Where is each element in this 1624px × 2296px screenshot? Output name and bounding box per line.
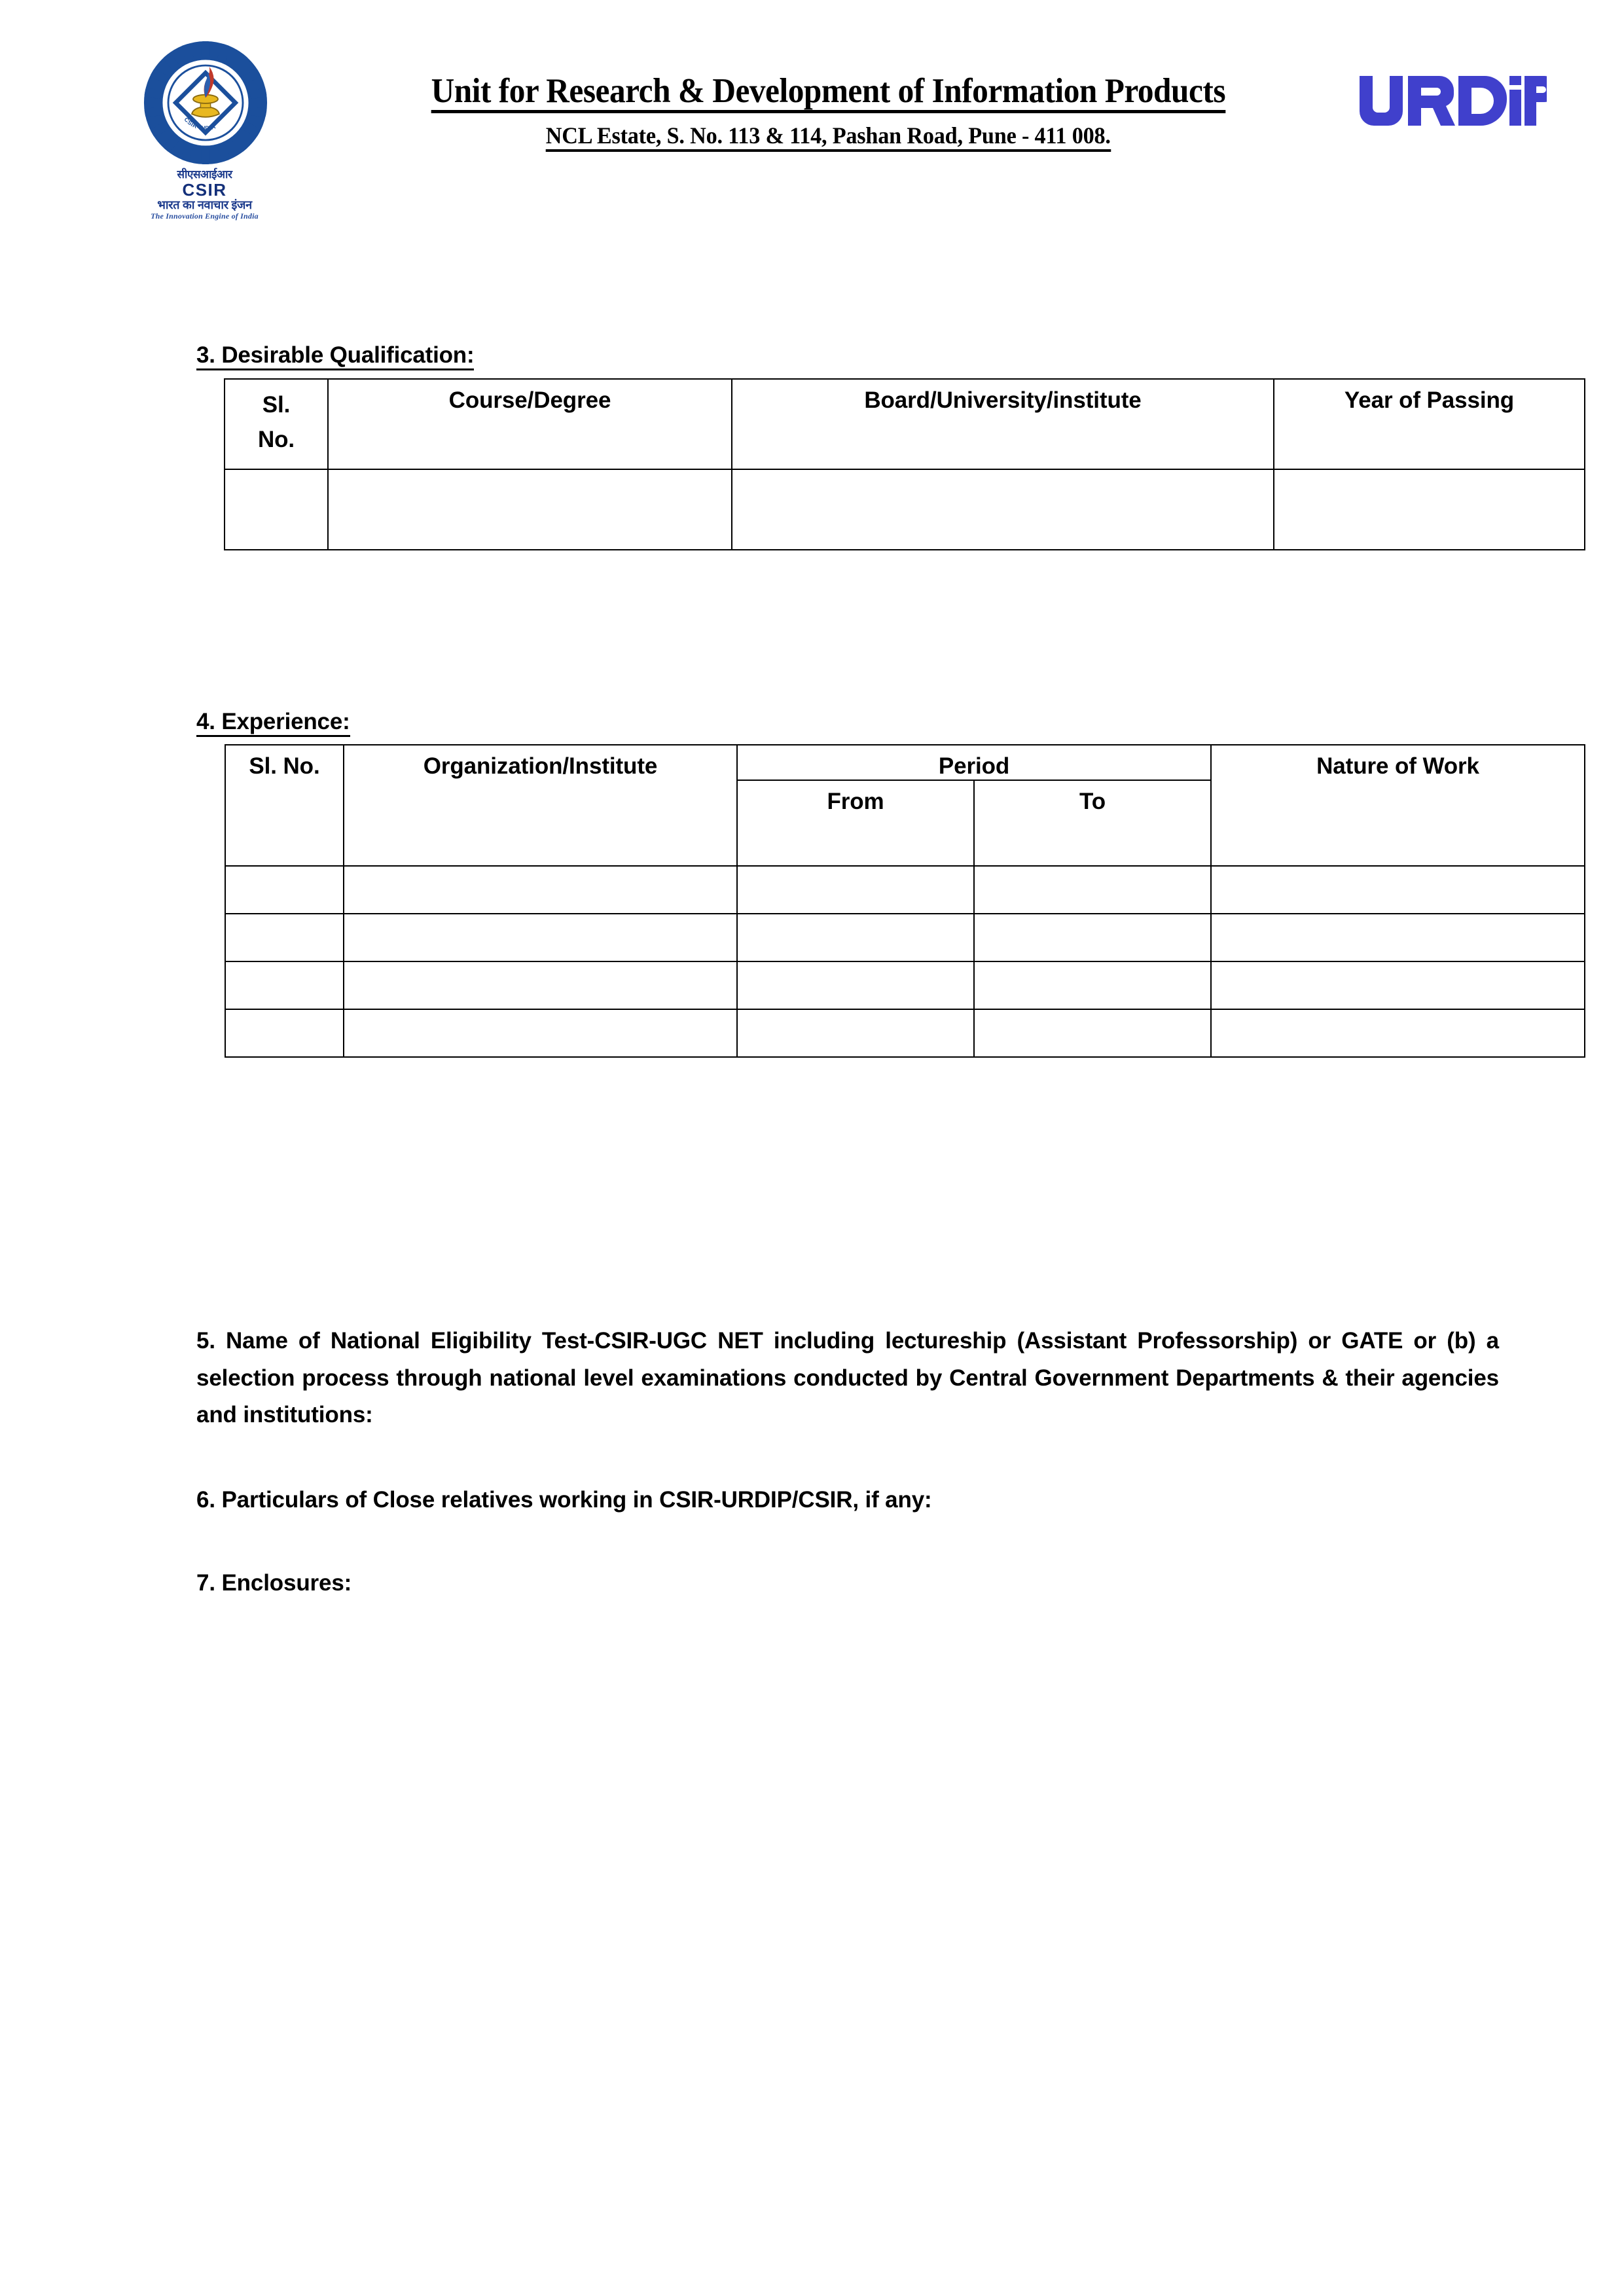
cell-sl-no[interactable] xyxy=(225,1009,344,1057)
csir-logo-caption xyxy=(134,169,275,221)
cell-board-university[interactable] xyxy=(732,469,1274,550)
csir-abbreviation: CSIR xyxy=(182,180,227,200)
cell-sl-no[interactable] xyxy=(225,961,344,1009)
desirable-qualification-table xyxy=(224,378,1585,550)
column-header-sl-no-line2: No. xyxy=(257,427,295,453)
column-header-board-university: Board/University/institute xyxy=(732,379,1274,469)
cell-organization-institute[interactable] xyxy=(344,961,737,1009)
institution-address: NCL Estate, S. No. 113 & 114, Pashan Road, Pune - 411 008. xyxy=(545,124,1110,152)
column-header-period-to: To xyxy=(974,780,1211,866)
cell-period-from[interactable] xyxy=(737,1009,974,1057)
csir-india-ring-text: CSIR-INDIA xyxy=(183,116,217,132)
cell-period-from[interactable] xyxy=(737,961,974,1009)
cell-period-to[interactable] xyxy=(974,914,1211,961)
table-row xyxy=(225,961,1585,1009)
cell-year-of-passing[interactable] xyxy=(1274,469,1585,550)
cell-nature-of-work[interactable] xyxy=(1211,866,1585,914)
column-header-sl-no-line1: Sl. xyxy=(262,392,291,418)
column-header-sl-no xyxy=(225,379,328,469)
experience-table xyxy=(225,744,1585,1058)
table-row xyxy=(225,1009,1585,1057)
letterhead xyxy=(0,0,1624,255)
cell-sl-no[interactable] xyxy=(225,914,344,961)
cell-period-from[interactable] xyxy=(737,866,974,914)
csir-hindi-tagline: भारत का नवाचार इंजन xyxy=(157,198,252,212)
institution-address-row xyxy=(327,113,1329,152)
page-title: Unit for Research & Development of Information Products xyxy=(431,73,1225,113)
cell-period-to[interactable] xyxy=(974,866,1211,914)
column-header-organization-institute: Organization/Institute xyxy=(344,745,737,866)
cell-sl-no[interactable] xyxy=(225,866,344,914)
csir-english-tagline: The Innovation Engine of India xyxy=(151,211,259,221)
cell-period-to[interactable] xyxy=(974,1009,1211,1057)
csir-emblem-icon xyxy=(143,41,268,165)
column-header-year-of-passing: Year of Passing xyxy=(1274,379,1585,469)
section-4-heading xyxy=(196,709,350,735)
urdip-logo-icon xyxy=(1357,72,1547,131)
cell-nature-of-work[interactable] xyxy=(1211,1009,1585,1057)
cell-nature-of-work[interactable] xyxy=(1211,914,1585,961)
section-4-heading-text: 4. Experience: xyxy=(196,709,350,737)
table-row xyxy=(225,469,1585,550)
section-5-national-eligibility-test: 5. Name of National Eligibility Test-CSIR-UGC NET including lectureship (Assistant Professorship) or GATE or (b) a selection process through national level examinations conducted by Central Government Departments & their agencies and institutions: xyxy=(196,1328,1499,1428)
section-3-heading-text: 3. Desirable Qualification: xyxy=(196,342,474,370)
institution-header xyxy=(327,73,1329,152)
cell-course-degree[interactable] xyxy=(328,469,732,550)
table-row xyxy=(225,866,1585,914)
column-header-nature-of-work: Nature of Work xyxy=(1211,745,1585,866)
institution-title-row xyxy=(327,73,1329,113)
cell-nature-of-work[interactable] xyxy=(1211,961,1585,1009)
cell-organization-institute[interactable] xyxy=(344,866,737,914)
column-header-course-degree: Course/Degree xyxy=(328,379,732,469)
cell-organization-institute[interactable] xyxy=(344,914,737,961)
table-header-row xyxy=(225,379,1585,469)
cell-period-to[interactable] xyxy=(974,961,1211,1009)
table-header-row-top xyxy=(225,745,1585,780)
cell-organization-institute[interactable] xyxy=(344,1009,737,1057)
column-header-sl-no: Sl. No. xyxy=(225,745,344,866)
section-3-heading xyxy=(196,342,474,368)
cell-sl-no[interactable] xyxy=(225,469,328,550)
section-7-enclosures: 7. Enclosures: xyxy=(196,1570,352,1596)
cell-period-from[interactable] xyxy=(737,914,974,961)
csir-hindi-name: सीएसआईआर xyxy=(177,168,232,181)
column-header-period: Period xyxy=(737,745,1211,780)
csir-logo xyxy=(134,41,275,230)
section-6-close-relatives: 6. Particulars of Close relatives working in CSIR-URDIP/CSIR, if any: xyxy=(196,1487,932,1513)
table-row xyxy=(225,914,1585,961)
column-header-period-from: From xyxy=(737,780,974,866)
